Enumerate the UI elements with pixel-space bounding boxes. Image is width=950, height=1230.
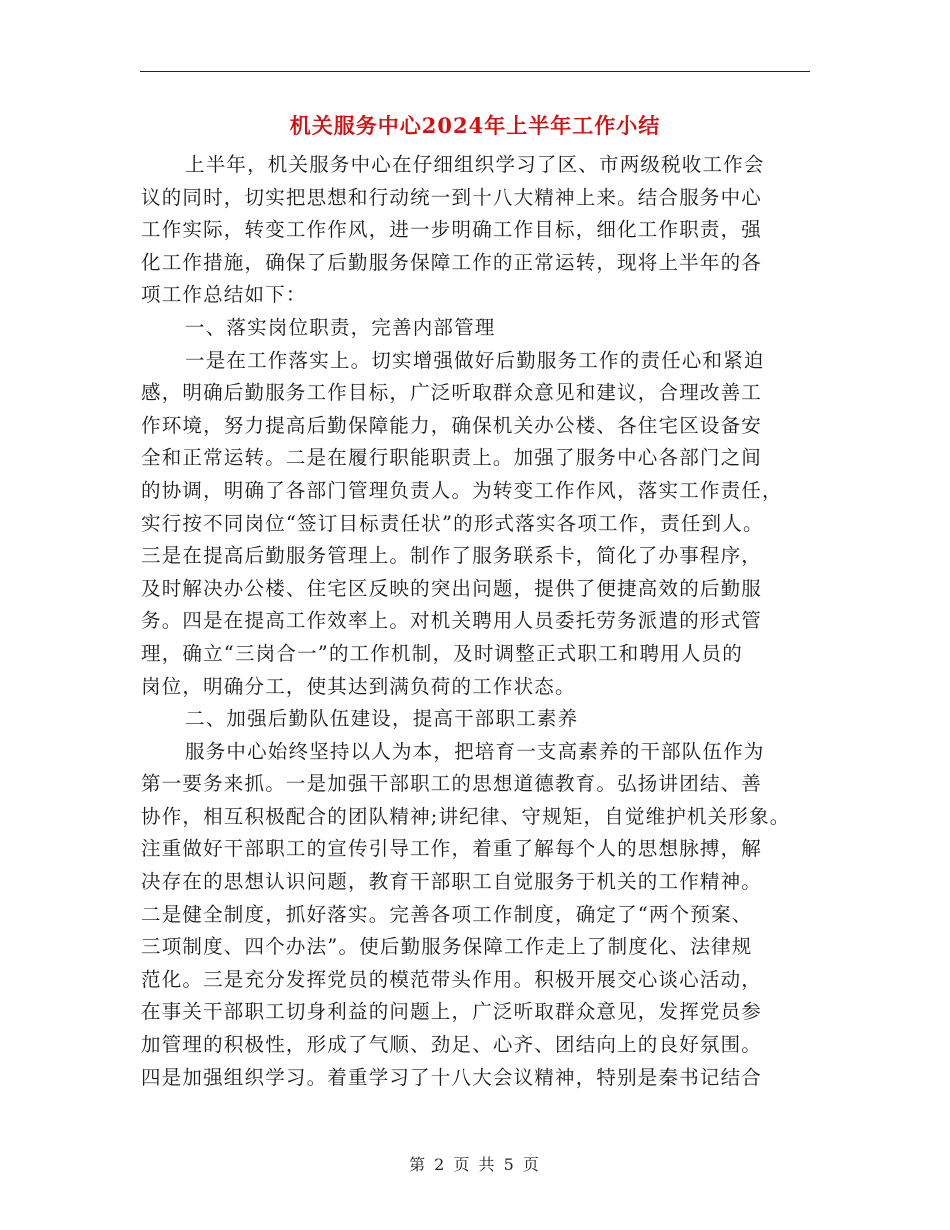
text-line: 范化。三是充分发挥党员的模范带头作用。积极开展交心谈心活动， [141,967,763,991]
page-number: 第 2 页 共 5 页 [409,1155,541,1174]
text-line: 工作实际，转变工作作风，进一步明确工作目标，细化工作职责，强 [141,218,763,242]
section-heading: 一、落实岗位职责，完善内部管理 [185,315,496,339]
section-heading: 二、加强后勤队伍建设，提高干部职工素养 [185,707,579,731]
text-line: 全和正常运转。二是在履行职能职责上。加强了服务中心各部门之间 [141,446,763,470]
text-line: 服务中心始终坚持以人为本，把培育一支高素养的干部队伍作为 [185,739,765,763]
text-line: 化工作措施，确保了后勤服务保障工作的正常运转，现将上半年的各 [141,250,763,274]
text-line: 一是在工作落实上。切实增强做好后勤服务工作的责任心和紧迫 [185,348,765,372]
text-line: 议的同时，切实把思想和行动统一到十八大精神上来。结合服务中心 [141,185,763,209]
text-line: 感，明确后勤服务工作目标，广泛听取群众意见和建议，合理改善工 [141,381,763,405]
header-rule [140,71,810,72]
text-line: 实行按不同岗位“签订目标责任状”的形式落实各项工作，责任到人。 [141,511,764,535]
text-line: 在事关干部职工切身利益的问题上，广泛听取群众意见，发挥党员参 [141,1000,763,1024]
text-line: 作环境，努力提高后勤保障能力，确保机关办公楼、各住宅区设备安 [141,413,763,437]
text-line: 三是在提高后勤服务管理上。制作了服务联系卡，简化了办事程序， [141,544,763,568]
text-line: 注重做好干部职工的宣传引导工作，着重了解每个人的思想脉搏，解 [141,837,763,861]
text-line: 务。四是在提高工作效率上。对机关聘用人员委托劳务派遣的形式管 [141,609,763,633]
text-line: 二是健全制度，抓好落实。完善各项工作制度，确定了“两个预案、 [141,902,753,926]
text-line: 理，确立“三岗合一”的工作机制，及时调整正式职工和聘用人员的 [141,641,743,665]
text-line: 上半年，机关服务中心在仔细组织学习了区、市两级税收工作会 [185,153,765,176]
text-line: 协作，相互积极配合的团队精神;讲纪律、守规矩，自觉维护机关形象。 [141,804,791,828]
text-line: 的协调，明确了各部门管理负责人。为转变工作作风，落实工作责任， [141,478,783,502]
text-line: 四是加强组织学习。着重学习了十八大会议精神，特别是秦书记结合 [141,1065,763,1089]
text-line: 加管理的积极性，形成了气顺、劲足、心齐、团结向上的良好氛围。 [141,1033,763,1057]
text-line: 及时解决办公楼、住宅区反映的突出问题，提供了便捷高效的后勤服 [141,576,763,600]
text-line: 项工作总结如下： [141,283,307,307]
text-line: 三项制度、四个办法”。使后勤服务保障工作走上了制度化、法律规 [141,935,753,959]
document-body [141,149,816,1094]
text-line: 岗位，明确分工，使其达到满负荷的工作状态。 [141,674,576,698]
document-title: 机关服务中心2024年上半年工作小结 [289,113,661,138]
text-line: 第一要务来抓。一是加强干部职工的思想道德教育。弘扬讲团结、善 [141,772,763,796]
text-line: 决存在的思想认识问题，教育干部职工自觉服务于机关的工作精神。 [141,870,763,894]
